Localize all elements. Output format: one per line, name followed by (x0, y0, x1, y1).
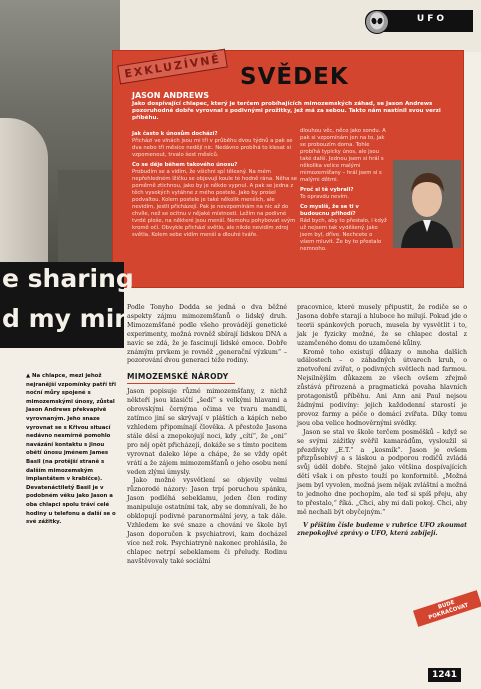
alien-head-icon (365, 10, 389, 34)
paragraph: pracovnice, které musely připustit, že rodiče se o Jasona dobře starají a hluboce ho milují. Pokud jde o teorii spánkových poruch, musela by vysvětlit i to, jak je fyzicky možné, že se chlapec dostal z uzamčeného domu do uzamčené kůlny. (297, 304, 467, 347)
paragraph: Jason se stal ve škole terčem posměšků – když se se svými zážitky svěřil kamarádům, vysloužil si přezdívky „E.T.“ a „kosmík“. Jason je ovšem přizpůsobivý a s láskou a podporou rodičů zvládá svůj úděl dobře. Stejně jako většina dospívajících dětí však i on přesto touží po konformitě. „Možná jsem byl vyvolen, možná jsem nějak zvláštní a možná to jednoho dne pochopím, ale teď si spíš přeju, aby to přestalo,“ říká. „Chci, aby mi dali pokoj. Chci, aby mě nechali být obyčejným.“ (297, 428, 467, 516)
paragraph: Jason popisuje různé mimozemšťany, z nichž někteří jsou klasičtí „šedí“ s velkými hlavami a obrovskými černýma očima ve tvaru mandlí, zatímco jiní se skrývají v pláštích a kápích nebo vzhledem připomínají člověka. A přestože Jasona stále děsí a znepokojují noci, kdy „cítí“, že „oni“ pro něj opět přicházejí, dokáže se s tímto pocitem vyrovnat daleko lépe a chápe, že se vždy opět vrátí a že zájem mimozemšťanů o jeho osobu není veden zlými úmysly. (127, 388, 287, 476)
qa-answer: To opravdu nevím. (300, 194, 349, 200)
qa-answer: Probudím se a vidím, že všichni spí tělesný. Na mém nepřehledném lžičku se objevují koule té hodně rána. Něha se poměrně ztichnou, jako by je někdo vypnul. A pak se jedna z těch vysokých vytáhne z mého postele. Jako by prošel podvaltou. Kolem postele je také několik menších, ale nevidím, jestli přicházejí. Pak je nevzpomínám na nic až do chvíle, než se ocitnu v nějaké místnosti. Ležím na podivné tvrdé ploše, na některé jsou menší. Nemohu pohybovat svým kromě očí. Obvykle přichází světlo, ale nikde nevidím zdroj světla. Kolem sebe vidím menší a dlouhé tváře. (132, 169, 298, 238)
jason-portrait (393, 160, 461, 248)
paragraph: Kromě toho existují důkazy o mnoha dalších událostech – o záhadných útvarech kruh, o znetvoření zvířat, o podivných světlech nad farmou. Nejsilnějším důkazem ze všech ovšem zřejmě zůstává přirozená a pragmatická povaha hlavních protagonistů příběhu. Ani Ann ani Paul nejsou žádnými podivíny: jejich každodenní starostí je provoz farmy a péče o domácí zvířata. Díky tomu jsou oba velice hodnověrnými svědky. (297, 348, 467, 427)
photo-dark-shape (58, 170, 116, 262)
headline-line-2: d my mind (2, 304, 150, 333)
paragraph: Podle Tonyho Dodda se jedná o dva běžné aspekty zájmu mimozemšťanů o lidský druh. Mimozemšťané podle všeho provádějí genetické experimenty, možná rovněž sbírají lidskou DNA a navíc se zdá, že je fascinují lidské emoce. Dobře známým prvkem je rovněž „generační výzkum“ – pozorování dvou generací téže rodiny. (127, 304, 287, 365)
qa-column-right (300, 128, 388, 253)
subheading: MIMOZEMSKÉ NÁRODY (127, 372, 235, 384)
exclusive-stamp: EXKLUZÍVNĚ (117, 49, 228, 85)
to-be-continued-tag: BUDE POKRAČOVAT (413, 590, 481, 627)
witness-name: JASON ANDREWS (132, 91, 209, 100)
qa-question: Co se děje během takového únosu? (132, 162, 238, 168)
box-intro: Jako dospívající chlapec, který je terčem probíhajících mimozemských záhad, se Jason Andrews pozoruhodně dobře vyrovnal s podivnými prožitky, jež má za sebou. Takto nám nastínil svou verzi příběhu. (132, 101, 441, 121)
article-column-2 (297, 304, 467, 539)
qa-question: Co myslíš, že se ti v budoucnu přihodí? (300, 204, 359, 217)
qa-column-left (132, 128, 298, 239)
photo-caption: ▲ Na chlapce, mezi jehož nejranější vzpomínky patří tři noční můry spojené s mimozemskými únosy, zůstal Jason Andrews překvapivě vyrovnaným. Jeho snaze vyrovnat se s Křivou situací nedávno nesmírně pomohlo navázání kontaktu s jinou obětí únosu jménem James Basil (na protější straně s dalším mimozemským implantátem v krabičce). Devatenáctiletý Basil je v podobném věku jako Jason a oba chlapci spolu tráví celé hodiny u telefonu a další se o své zážitky. (26, 373, 116, 526)
qa-question: Jak často k únosům dochází? (132, 131, 218, 137)
qa-answer: dlouhou věc, něco jako sondu. A pak si vzpomínám jen na to, jak se probouzím doma. Tohle probíhá typicky únos, ale jsou také další. Jednou jsem si hrál s několika velice malými mimozemšťany – hrál jsem si s malými dětmi. (300, 128, 386, 183)
qa-question: Proč si tě vybrali? (300, 187, 354, 193)
qa-answer: Přichází ve vlnách jsou mi tři v průběhu dvou týdnů a pak se dva nebo tři měsíce nedějí nic. Nedávno probíhá to klesat si vzpomenout, trvalo šest měsíců. (132, 138, 293, 158)
article-column-1 (127, 304, 287, 566)
next-issue-teaser: V příštím čísle budeme v rubrice UFO zkoumat znepokojivé zprávy o UFO, která zabíjejí. (297, 521, 467, 538)
photo-figure-shape (0, 118, 48, 262)
box-title: SVĚDEK (240, 64, 349, 90)
section-label: UFO (416, 14, 447, 24)
headline-line-1: e sharing (2, 264, 134, 293)
boy-photo (0, 0, 120, 262)
page-number: 1241 (428, 668, 461, 682)
qa-answer: Rád bych, aby to přestalo, i když už nejsem tak vyděšený. Jako jsem byl, dříve. Nechcete o všem mluvit. Že by to přestalo nemnoho. (300, 218, 387, 252)
paragraph: Jako možné vysvětlení se objevily velmi různorodé názory: Jason trpí poruchou spánku, Jason podléhá sebeklamu, jeden člen rodiny manipuluje ostatními tak, aby se domnívali, že ho obklopují podivné paranormální jevy, a tak dále. Vzhledem ke své snaze a chování ve škole byl Jason doporučen k psychiatrovi, kam docházel více než rok. Psychiatryně nakonec prohlásila, že chlapec netrpí sebeklamem či přeludy. Rodinu navštěvovaly také sociální (127, 477, 287, 565)
